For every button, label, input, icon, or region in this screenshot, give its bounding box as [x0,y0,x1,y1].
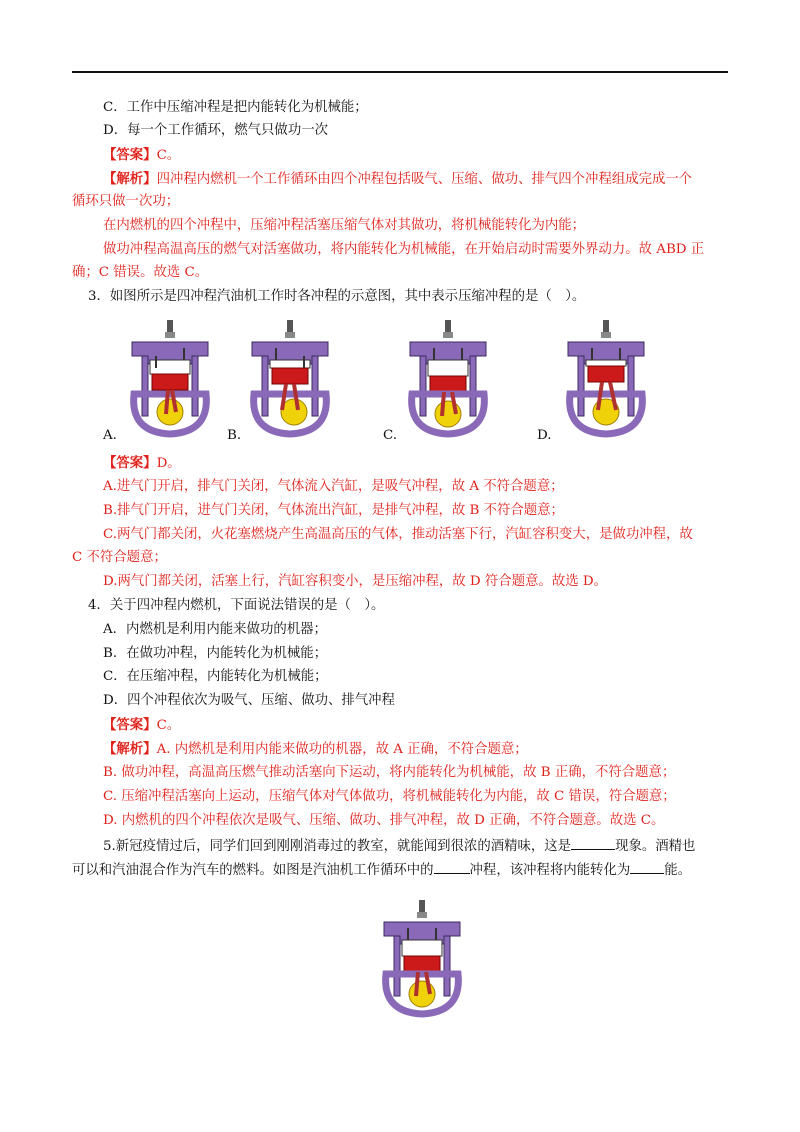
q5-text: 可以和汽油混合作为汽车的燃料。如图是汽油机工作循环中的 [72,863,434,878]
q2-analysis-line3: 在内燃机的四个冲程中，压缩冲程活塞压缩气体对其做功，将机械能转化为内能； [103,218,586,233]
q2-answer [103,146,180,165]
analysis-tag: 【解析】 [103,171,157,187]
q2-analysis-line4: 做功冲程高温高压的燃气对活塞做功，将内能转化为机械能，在开始启动时需要外界动力。故 ABD 正 [103,242,705,257]
answer-tag: 【答案】 [103,455,157,471]
analysis-text: A. 内燃机是利用内能来做功的机器，故 A 正确，不符合题意； [156,742,528,757]
analysis-tag: 【解析】 [103,741,157,757]
answer-value: C。 [156,148,181,163]
q3-option-c-label: C. [383,428,398,443]
q2-option-c: C．工作中压缩冲程是把内能转化为机械能； [103,100,368,115]
q5-text: 冲程，该冲程将内能转化为 [469,863,631,878]
q4-analysis-b: B. 做功冲程，高温高压燃气推动活塞向下运动，将内能转化为机械能，故 B 正确，不符合题意； [103,765,676,780]
engine-figure-c [400,320,496,440]
engine-figure-d [558,320,654,440]
q5-text: 5.新冠疫情过后，同学们回到刚刚消毒过的教室，就能闻到很浓的酒精味，这是 [103,839,572,854]
q4-answer [103,716,180,735]
q4-stem: 4．关于四冲程内燃机，下面说法错误的是（ ）。 [88,598,385,613]
header-rule [72,71,728,73]
engine-figure-q5 [374,900,470,1020]
q2-analysis-line2: 循环只做一次功； [72,194,180,209]
q5-text: 能。 [664,863,692,878]
q4-option-b: B．在做功冲程，内能转化为机械能； [103,646,328,661]
answer-tag: 【答案】 [103,717,157,733]
answer-blank-3[interactable] [630,860,664,874]
q2-analysis-line1 [103,170,692,189]
q3-analysis-a: A.进气门开启，排气门关闭，气体流入汽缸，是吸气冲程，故 A 不符合题意； [103,479,564,494]
answer-tag: 【答案】 [103,147,157,163]
engine-figure-a [122,320,218,440]
q4-analysis-d: D. 内燃机的四个冲程依次是吸气、压缩、做功、排气冲程，故 D 正确，不符合题意。故选 C。 [103,813,665,828]
q3-answer [103,454,181,473]
q4-analysis-c: C. 压缩冲程活塞向上运动，压缩气体对气体做功，将机械能转化为内能，故 C 错误，符合题意； [103,789,676,804]
engine-figure-b [242,320,338,440]
q4-analysis-a [103,740,528,759]
q4-option-c: C．在压缩冲程，内能转化为机械能； [103,669,328,684]
q4-option-a: A．内燃机是利用内能来做功的机器； [103,622,327,637]
q4-option-d: D．四个冲程依次为吸气、压缩、做功、排气冲程 [103,693,395,708]
q3-stem: 3．如图所示是四冲程汽油机工作时各冲程的示意图，其中表示压缩冲程的是（ ）。 [88,289,586,304]
q3-option-d-label: D. [537,428,552,443]
q5-line2 [72,860,691,880]
answer-value: D。 [156,456,181,471]
q3-analysis-c-cont: C 不符合题意； [72,550,167,565]
q2-analysis-line5: 确；C 错误。故选 C。 [72,265,209,280]
q2-option-d: D．每一个工作循环，燃气只做功一次 [103,123,328,138]
q3-analysis-d: D.两气门都关闭，活塞上行，汽缸容积变小，是压缩冲程，故 D 符合题意。故选 D。 [103,574,608,589]
answer-value: C。 [156,718,181,733]
q3-option-b-label: B. [227,428,242,443]
q3-analysis-c: C.两气门都关闭，火花塞燃烧产生高温高压的气体，推动活塞下行，汽缸容积变大，是做功冲程，故 [103,527,693,542]
answer-blank-2[interactable] [434,860,470,874]
analysis-text: 四冲程内燃机一个工作循环由四个冲程包括吸气、压缩、做功、排气四个冲程组成完成一个 [156,172,693,187]
q5-text: 现象。酒精也 [615,839,696,854]
q3-option-a-label: A. [103,428,117,443]
q5-line1 [103,836,695,856]
answer-blank-1[interactable] [571,836,615,850]
q3-analysis-b: B.排气门开启，进气门关闭，气体流出汽缸，是排气冲程，故 B 不符合题意； [103,503,564,518]
